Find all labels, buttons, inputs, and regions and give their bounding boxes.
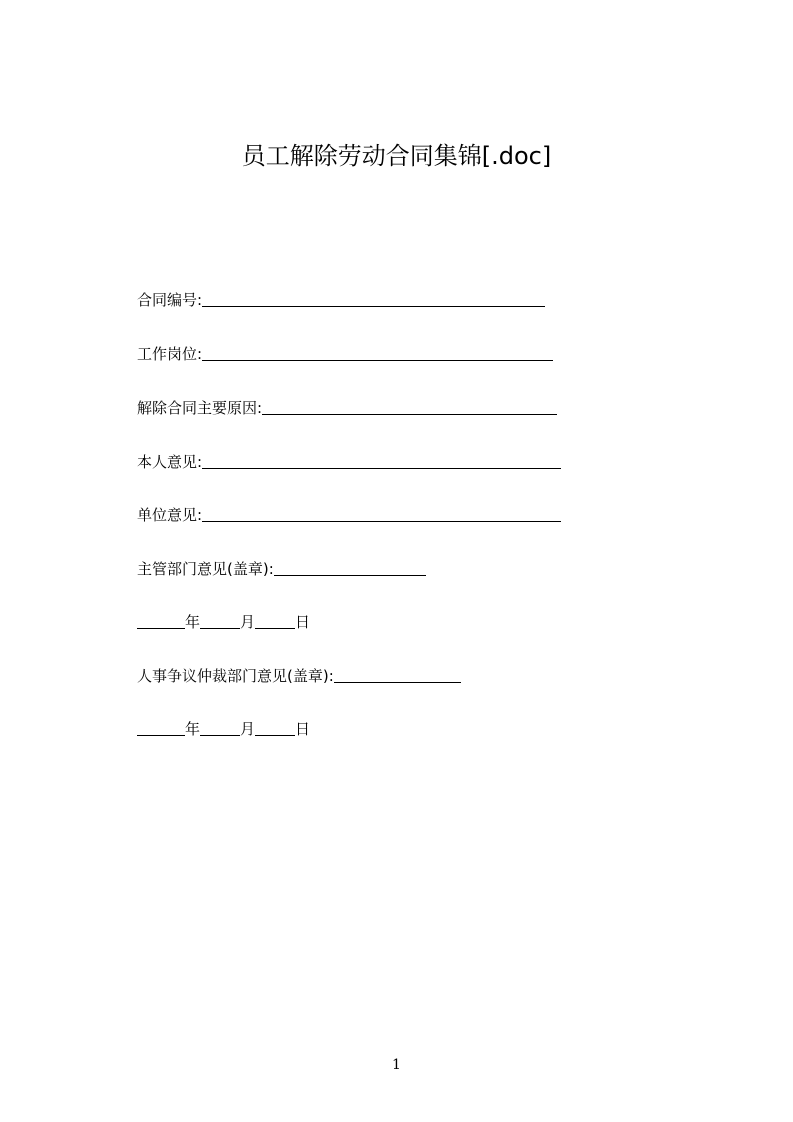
unit-opinion-field	[137, 504, 561, 526]
arbitration-month-label: 月	[240, 720, 256, 738]
position-field	[137, 343, 553, 365]
dept-day-label: 日	[295, 613, 311, 631]
reason-field	[137, 397, 557, 419]
arbitration-year-label: 年	[185, 720, 201, 738]
position-blank[interactable]	[202, 344, 553, 361]
personal-opinion-field	[137, 451, 561, 473]
arbitration-opinion-field	[137, 665, 461, 687]
unit-opinion-label: 单位意见:	[137, 506, 203, 524]
reason-label: 解除合同主要原因:	[137, 399, 263, 417]
dept-year-blank[interactable]	[137, 612, 185, 629]
dept-month-label: 月	[240, 613, 256, 631]
dept-year-label: 年	[185, 613, 201, 631]
reason-blank[interactable]	[262, 398, 557, 415]
personal-opinion-blank[interactable]	[202, 452, 561, 469]
dept-opinion-blank[interactable]	[274, 559, 426, 576]
arbitration-opinion-label: 人事争议仲裁部门意见(盖章):	[137, 667, 334, 685]
contract-no-blank[interactable]	[202, 290, 545, 307]
arbitration-date-line	[137, 718, 310, 740]
position-label: 工作岗位:	[137, 345, 203, 363]
arbitration-opinion-blank[interactable]	[334, 666, 461, 683]
contract-no-field	[137, 289, 545, 311]
unit-opinion-blank[interactable]	[202, 505, 561, 522]
personal-opinion-label: 本人意见:	[137, 453, 203, 471]
arbitration-day-label: 日	[295, 720, 311, 738]
contract-no-label: 合同编号:	[137, 291, 203, 309]
dept-day-blank[interactable]	[255, 612, 295, 629]
dept-month-blank[interactable]	[200, 612, 240, 629]
document-title: 员工解除劳动合同集锦[.doc]	[241, 142, 552, 170]
arbitration-year-blank[interactable]	[137, 719, 185, 736]
arbitration-month-blank[interactable]	[200, 719, 240, 736]
dept-date-line	[137, 611, 310, 633]
arbitration-day-blank[interactable]	[255, 719, 295, 736]
page-number: 1	[392, 1057, 401, 1073]
dept-opinion-label: 主管部门意见(盖章):	[137, 560, 274, 578]
dept-opinion-field	[137, 558, 426, 580]
